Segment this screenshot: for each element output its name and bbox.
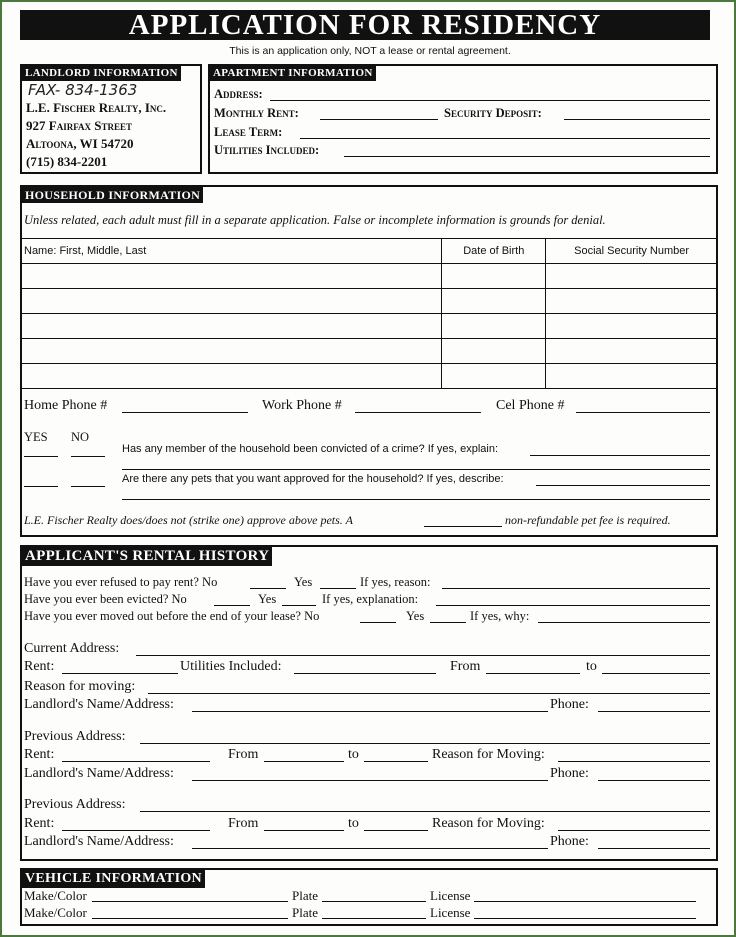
name-cell[interactable] bbox=[21, 339, 442, 364]
dob-cell[interactable] bbox=[442, 339, 546, 364]
no-column-label: NO bbox=[71, 430, 90, 444]
rental-history-header: APPLICANT'S RENTAL HISTORY bbox=[22, 547, 272, 566]
ssn-cell[interactable] bbox=[546, 289, 718, 314]
ssn-cell[interactable] bbox=[546, 339, 718, 364]
vehicle-1-plate-field[interactable] bbox=[322, 901, 426, 902]
moved-out-question: Have you ever moved out before the end of your lease? No bbox=[24, 609, 320, 623]
pets-yes-field[interactable] bbox=[24, 486, 58, 487]
previous-1-from-label: From bbox=[228, 747, 259, 762]
current-rent-label: Rent: bbox=[24, 659, 55, 674]
evicted-yes-field[interactable] bbox=[282, 605, 316, 606]
landlord-info-header: LANDLORD INFORMATION bbox=[22, 66, 181, 81]
refused-rent-no-field[interactable] bbox=[250, 588, 286, 589]
work-phone-label: Work Phone # bbox=[262, 398, 342, 413]
evicted-explanation-label: If yes, explanation: bbox=[322, 592, 419, 606]
home-phone-field[interactable] bbox=[122, 412, 248, 413]
previous-1-phone-field[interactable] bbox=[598, 780, 710, 781]
column-header-ssn: Social Security Number bbox=[546, 239, 718, 264]
previous-address-1-field[interactable] bbox=[140, 743, 710, 744]
current-address-label: Current Address: bbox=[24, 641, 120, 656]
previous-2-to-field[interactable] bbox=[364, 830, 428, 831]
previous-2-phone-label: Phone: bbox=[550, 834, 589, 849]
crime-yes-field[interactable] bbox=[24, 456, 58, 457]
refused-rent-question: Have you ever refused to pay rent? No bbox=[24, 575, 218, 589]
current-utilities-field[interactable] bbox=[294, 673, 436, 674]
previous-2-landlord-field[interactable] bbox=[192, 848, 548, 849]
previous-2-rent-field[interactable] bbox=[62, 830, 210, 831]
previous-2-phone-field[interactable] bbox=[598, 848, 710, 849]
work-phone-field[interactable] bbox=[355, 412, 481, 413]
moved-out-yes-label: Yes bbox=[406, 609, 425, 623]
handwritten-fax: FAX- 834-1363 bbox=[28, 81, 138, 99]
household-notice: Unless related, each adult must fill in a separate application. False or incomplete information is grounds for denial. bbox=[24, 213, 606, 227]
crime-explain-field[interactable] bbox=[530, 455, 710, 456]
previous-1-to-field[interactable] bbox=[364, 761, 428, 762]
column-header-dob: Date of Birth bbox=[442, 239, 546, 264]
vehicle-2-make-field[interactable] bbox=[92, 918, 288, 919]
column-header-name: Name: First, Middle, Last bbox=[21, 239, 442, 264]
refused-rent-reason-field[interactable] bbox=[442, 588, 710, 589]
dob-cell[interactable] bbox=[442, 264, 546, 289]
pets-no-field[interactable] bbox=[71, 486, 105, 487]
refused-rent-yes-label: Yes bbox=[294, 575, 313, 589]
crime-no-field[interactable] bbox=[71, 456, 105, 457]
moved-out-no-field[interactable] bbox=[360, 622, 396, 623]
name-cell[interactable] bbox=[21, 289, 442, 314]
previous-address-2-label: Previous Address: bbox=[24, 797, 126, 812]
yes-column-label: YES bbox=[24, 430, 48, 444]
previous-1-landlord-label: Landlord's Name/Address: bbox=[24, 766, 174, 781]
vehicle-1-license-label: License bbox=[430, 888, 471, 903]
previous-2-to-label: to bbox=[348, 816, 359, 831]
previous-address-1-label: Previous Address: bbox=[24, 729, 126, 744]
cel-phone-label: Cel Phone # bbox=[496, 398, 565, 413]
previous-1-from-field[interactable] bbox=[264, 761, 344, 762]
table-row bbox=[21, 364, 718, 389]
moved-out-why-label: If yes, why: bbox=[470, 609, 530, 623]
current-to-label: to bbox=[586, 659, 597, 674]
previous-2-rent-label: Rent: bbox=[24, 816, 55, 831]
name-cell[interactable] bbox=[21, 264, 442, 289]
moved-out-why-field[interactable] bbox=[538, 622, 710, 623]
previous-2-reason-label: Reason for Moving: bbox=[432, 816, 545, 831]
page-title: APPLICATION FOR RESIDENCY bbox=[128, 9, 602, 41]
security-deposit-label: Security Deposit: bbox=[444, 106, 542, 120]
table-row bbox=[21, 264, 718, 289]
previous-1-reason-field[interactable] bbox=[558, 761, 710, 762]
vehicle-info-header: VEHICLE INFORMATION bbox=[22, 870, 205, 888]
apartment-info-header: APARTMENT INFORMATION bbox=[210, 66, 376, 81]
apartment-address-label: Address: bbox=[214, 87, 263, 101]
previous-2-from-label: From bbox=[228, 816, 259, 831]
ssn-cell[interactable] bbox=[546, 364, 718, 389]
name-cell[interactable] bbox=[21, 364, 442, 389]
page-subtitle: This is an application only, NOT a lease or rental agreement. bbox=[229, 45, 511, 57]
dob-cell[interactable] bbox=[442, 364, 546, 389]
lease-term-label: Lease Term: bbox=[214, 125, 283, 139]
previous-2-from-field[interactable] bbox=[264, 830, 344, 831]
utilities-included-field[interactable] bbox=[344, 156, 710, 157]
security-deposit-field[interactable] bbox=[564, 119, 710, 120]
dob-cell[interactable] bbox=[442, 289, 546, 314]
table-row bbox=[21, 314, 718, 339]
pets-describe-field[interactable] bbox=[536, 485, 710, 486]
current-landlord-phone-label: Phone: bbox=[550, 697, 589, 712]
table-row bbox=[21, 339, 718, 364]
current-address-field[interactable] bbox=[136, 655, 710, 656]
apartment-address-field[interactable] bbox=[270, 100, 710, 101]
household-table bbox=[20, 238, 718, 389]
previous-1-landlord-field[interactable] bbox=[192, 780, 548, 781]
monthly-rent-field[interactable] bbox=[320, 119, 438, 120]
vehicle-1-license-field[interactable] bbox=[474, 901, 696, 902]
refused-rent-yes-field[interactable] bbox=[320, 588, 356, 589]
evicted-yes-label: Yes bbox=[258, 592, 277, 606]
cel-phone-field[interactable] bbox=[576, 412, 710, 413]
table-row bbox=[21, 289, 718, 314]
previous-address-2-field[interactable] bbox=[140, 811, 710, 812]
pets-describe-field-2[interactable] bbox=[122, 499, 710, 500]
vehicle-1-make-field[interactable] bbox=[92, 901, 288, 902]
evicted-explanation-field[interactable] bbox=[436, 605, 710, 606]
evicted-no-field[interactable] bbox=[214, 605, 250, 606]
vehicle-1-make-label: Make/Color bbox=[24, 888, 87, 903]
vehicle-2-license-field[interactable] bbox=[474, 918, 696, 919]
vehicle-2-plate-label: Plate bbox=[292, 905, 318, 920]
evicted-question: Have you ever been evicted? No bbox=[24, 592, 187, 606]
moved-out-yes-field[interactable] bbox=[430, 622, 466, 623]
vehicle-2-plate-field[interactable] bbox=[322, 918, 426, 919]
pet-policy-text: L.E. Fischer Realty does/does not (strike one) approve above pets. A bbox=[24, 513, 353, 527]
ssn-cell[interactable] bbox=[546, 264, 718, 289]
current-landlord-label: Landlord's Name/Address: bbox=[24, 697, 174, 712]
pets-question: Are there any pets that you want approved for the household? If yes, describe: bbox=[122, 473, 504, 485]
reason-for-moving-label: Reason for moving: bbox=[24, 679, 136, 694]
lease-term-field[interactable] bbox=[300, 138, 710, 139]
landlord-name: L.E. Fischer Realty, Inc. bbox=[26, 100, 167, 115]
previous-1-reason-label: Reason for Moving: bbox=[432, 747, 545, 762]
name-cell[interactable] bbox=[21, 314, 442, 339]
previous-1-phone-label: Phone: bbox=[550, 766, 589, 781]
monthly-rent-label: Monthly Rent: bbox=[214, 106, 299, 120]
current-landlord-phone-field[interactable] bbox=[598, 711, 710, 712]
reason-for-moving-field[interactable] bbox=[148, 693, 710, 694]
utilities-included-label: Utilities Included: bbox=[214, 143, 320, 157]
pet-policy-text-2: non-refundable pet fee is required. bbox=[505, 513, 671, 527]
current-utilities-label: Utilities Included: bbox=[180, 659, 282, 674]
previous-2-reason-field[interactable] bbox=[558, 830, 710, 831]
crime-explain-field-2[interactable] bbox=[122, 469, 710, 470]
current-landlord-field[interactable] bbox=[192, 711, 548, 712]
pet-fee-field[interactable] bbox=[424, 526, 502, 527]
ssn-cell[interactable] bbox=[546, 314, 718, 339]
previous-1-rent-label: Rent: bbox=[24, 747, 55, 762]
household-info-header: HOUSEHOLD INFORMATION bbox=[22, 187, 203, 203]
crime-question: Has any member of the household been convicted of a crime? If yes, explain: bbox=[122, 443, 499, 455]
vehicle-1-plate-label: Plate bbox=[292, 888, 318, 903]
current-rent-field[interactable] bbox=[62, 673, 178, 674]
vehicle-2-make-label: Make/Color bbox=[24, 905, 87, 920]
landlord-city: Altoona, WI 54720 bbox=[26, 136, 134, 151]
vehicle-2-license-label: License bbox=[430, 905, 471, 920]
current-from-field[interactable] bbox=[486, 673, 580, 674]
home-phone-label: Home Phone # bbox=[24, 398, 108, 413]
previous-1-rent-field[interactable] bbox=[62, 761, 210, 762]
previous-2-landlord-label: Landlord's Name/Address: bbox=[24, 834, 174, 849]
landlord-street: 927 Fairfax Street bbox=[26, 118, 133, 133]
previous-1-to-label: to bbox=[348, 747, 359, 762]
landlord-phone: (715) 834-2201 bbox=[26, 154, 108, 169]
current-to-field[interactable] bbox=[602, 673, 710, 674]
dob-cell[interactable] bbox=[442, 314, 546, 339]
refused-rent-reason-label: If yes, reason: bbox=[360, 575, 431, 589]
current-from-label: From bbox=[450, 659, 481, 674]
